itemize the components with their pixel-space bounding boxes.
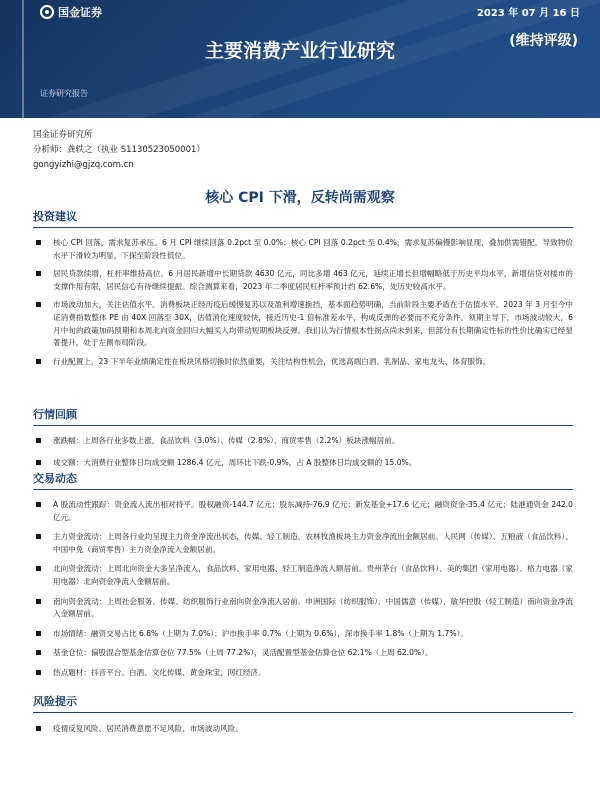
item-text: 市场波动加大，关注估值水平。消费板块正经历疫后缓慢复苏以及盈利增速换挡，基本面趋势明确，当前阶段主要矛盾在于估值水平。2023 年 3 月至今中证消费指数整体 PE 由 40X 回落至 30X，估值消化速度较快，接近历史-1 倍标准差水平，构成反弹的必要而不充分条件。须期主导下，市场波动较大，6 月中旬的政策加码预期和本周北向资金回归大幅买入均带动短期板块反弹。我们认为行情根本性拐点尚未到来，但部分有长期确定性标的性价比确实已经显著提升，处于左侧布局阶段。 (53, 300, 573, 348)
list-item (33, 499, 573, 524)
item-text: 主力资金流动：上周各行业均呈现主力资金净流出状态，传媒、轻工制造、农林牧渔板块主力资金净流出金额居前。人民网（传媒）、五粮液（食品饮料）、中国中免（商贸零售）主力资金净流入金额居前。 (53, 532, 573, 554)
bullet-icon (36, 240, 41, 245)
report-date: 2023 年 07 月 16 日 (476, 8, 580, 19)
list-item (33, 356, 573, 369)
bullet-icon (36, 650, 41, 655)
bullet-icon (36, 631, 41, 636)
item-text: 核心 CPI 回落，需求复苏承压。6 月 CPI 继续回落 0.2pct 至 0.0%；核心 CPI 回落 0.2pct 至 0.4%，需求复苏偏慢影响显现，叠加供需错配，导致物价水平下滑较为明显，下探至阶段性低位。 (53, 238, 573, 260)
analyst-email: gongyizhi@gjzq.com.cn (33, 160, 134, 170)
item-text: 涨跌幅：上周各行业多数上涨，食品饮料（3.0%）、传媒（2.8%）、商贸零售（2.2%）板块涨幅居前。 (53, 436, 400, 445)
list-item (33, 628, 573, 641)
bullet-icon (36, 670, 41, 675)
bullet-icon (36, 438, 41, 443)
section-title: 交易动态 (33, 470, 573, 490)
item-text: 北向资金流动：上周北向资金大多呈净流入，食品饮料、家用电器、轻工制造净流入额居前。贵州茅台（食品饮料）、美的集团（家用电器）、格力电器（家用电器）北向资金净流入金额居前。 (53, 564, 573, 586)
bullet-icon (36, 502, 41, 507)
rating-label: (维持评级) (509, 33, 578, 49)
bullet-icon (36, 534, 41, 539)
list-item (33, 647, 573, 660)
section-review (33, 406, 573, 469)
report-category: 证券研究报告 (40, 89, 88, 98)
item-text: 居民贷款续增，杠杆率维持高位。6 月居民新增中长期贷款 4630 亿元，同比多增 463 亿元，延续正增长但增幅略低于历史平均水平，新增信贷对楼市的支撑作用有限，居民信心有待继续提振。综合测算来看，2023 年二季度居民杠杆率预计约 62.6%，处历史较高水平。 (53, 269, 573, 291)
header-banner (0, 0, 600, 118)
logo-icon (40, 5, 54, 19)
list-item (33, 563, 573, 588)
section-investment (33, 208, 573, 368)
bullet-icon (36, 271, 41, 276)
section-trading (33, 470, 573, 680)
item-text: 疫情反复风险、居民消费意愿不足风险、市场波动风险。 (53, 724, 243, 733)
bullet-icon (36, 566, 41, 571)
logo-text: 国金证券 (58, 6, 102, 19)
trading-list (33, 499, 573, 680)
review-list (33, 435, 573, 469)
list-item (33, 268, 573, 293)
item-text: 南向资金流动：上周社会服务、传媒、纺织服饰行业南向资金净流入居前。申洲国际（纺织服饰）、中国儒意（传媒）、敏华控股（轻工制造）南向资金净流入金额居前。 (53, 596, 573, 619)
author-info (33, 128, 205, 173)
list-item (33, 237, 573, 262)
section-risk (33, 693, 573, 736)
list-item (33, 435, 573, 448)
bullet-icon (36, 302, 41, 307)
bullet-icon (36, 460, 41, 465)
institute-name: 国金证券研究所 (33, 130, 93, 140)
section-title: 行情回顾 (33, 406, 573, 426)
list-item (33, 531, 573, 556)
company-logo (40, 4, 102, 20)
analyst-name: 分析师：龚轶之（执业 S1130523050001） (33, 145, 205, 155)
list-item (33, 667, 573, 680)
report-title: 主要消费产业行业研究 (204, 40, 395, 62)
item-text: 热点题材：抖音平台、白酒、文化传媒、黄金珠宝、网红经济。 (53, 667, 266, 677)
bullet-icon (36, 599, 41, 604)
list-item (33, 723, 573, 736)
investment-list (33, 237, 573, 368)
item-text: 行业配置上，23 下半年业绩确定性在板块风格切换时依然重要，关注结构性机会，优选高端白酒、乳制品、家电龙头、体育服饰。 (53, 356, 491, 366)
item-text: 成交额：大消费行业整体日均成交额 1286.4 亿元，周环比下跌-0.9%，占 A 股整体日均成交额的 15.0%。 (53, 457, 417, 467)
item-text: 基金仓位：偏股混合型基金估算仓位 77.5%（上周 77.2%），灵活配置型基金估算仓位 62.1%（上周 62.0%）。 (53, 648, 433, 658)
item-text: A 股流动性跟踪：资金流入流出相对持平。股权融资-144.7 亿元；股东减持-76.9 亿元；新发基金+17.6 亿元；融资资金-35.4 亿元；陆港通资金 242.0 亿元。 (53, 500, 573, 522)
bullet-icon (36, 726, 41, 731)
list-item (33, 457, 573, 470)
bullet-icon (36, 359, 41, 364)
risk-list (33, 723, 573, 736)
item-text: 市场情绪：融资交易占比 6.8%（上期为 7.0%）；沪市换手率 0.7%（上期为 0.6%），深市换手率 1.8%（上期为 1.7%）。 (53, 628, 468, 638)
list-item (33, 596, 573, 621)
list-item (33, 299, 573, 349)
section-title: 风险提示 (33, 693, 573, 713)
headline: 核心 CPI 下滑，反转尚需观察 (205, 190, 395, 206)
section-title: 投资建议 (33, 208, 573, 228)
